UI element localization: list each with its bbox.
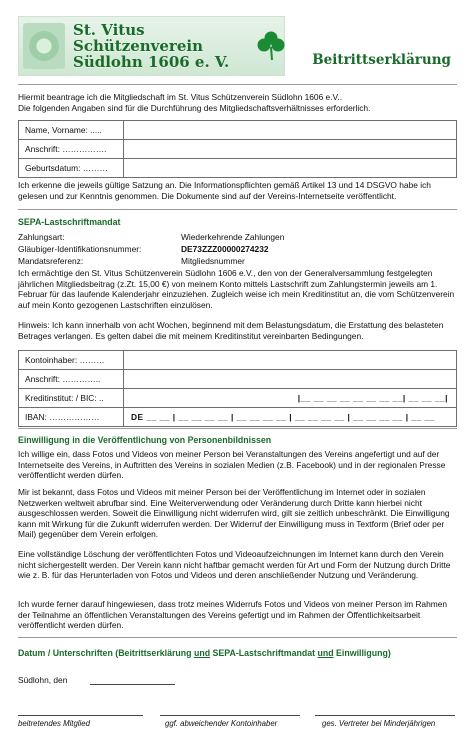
statute-text: Ich erkenne die jeweils gültige Satzung an. Die Informationspflichten gemäß Artikel 13 und 14 DSGVO habe ich gelesen und zur Kenntnis genommen. Die Dokumente sind auf der Vereins-Internetseite veröffentlicht. bbox=[18, 180, 431, 201]
sepa-authorization-text: Ich ermächtige den St. Vitus Schützenverein Südlohn 1606 e.V., den von der Generalversammlung festgelegten jährlichen Mitgliedsbeitrag (z.Zt. 15,00 €) von meinem Konto mittels Lastschrift zum Zahlungstermin jeweils am 1. Februar für das laufende Kalenderjahr einzuziehen. Zugleich weise ich mein Kreditinstitut an, die vom Schützenverein auf mein Konto gezogenen Lastschriften einzulösen. bbox=[18, 268, 455, 310]
divider-signatures bbox=[18, 637, 457, 638]
photo-consent-p2: Mir ist bekannt, dass Fotos und Videos mit meiner Person bei der Veröffentlichung im Internet oder in sozialen Netzwerken weltweit abrufbar sind. Eine Weiterverwendung oder Veränderung durch Dritte kann hierbei nicht ausgeschlossen werden. Soweit die Einwilligung nicht widerrufen wird, gilt sie zeitlich unbeschränkt. Die Einwilligung kann mit Wirkung für die Zukunft widerrufen werden. Der Widerruf der Einwilligung muss in Textform (Brief oder per Mail) gegenüber dem Verein erfolgen. bbox=[18, 487, 450, 539]
club-name-line1: St. Vitus Schützenverein bbox=[73, 21, 203, 55]
intro-line1: Hiermit beantrage ich die Mitgliedschaft im St. Vitus Schützenverein Südlohn 1606 e.V.. bbox=[18, 92, 343, 102]
photo-consent-p1: Ich willige ein, dass Fotos und Videos von meiner Person bei Veranstaltungen des Vereins angefertigt und auf der Internetseite des Vereins, in Auftritten des Vereins in sozialen Medien (z.B. Facebook) und in der regionalen Presse veröffentlicht werden dürfen. bbox=[18, 449, 446, 480]
document-title: Beitrittserklärung bbox=[312, 52, 451, 68]
glaeubiger-value: DE73ZZZ00000274232 bbox=[181, 244, 269, 254]
sepa-hint-text: Hinweis: Ich kann innerhalb von acht Wochen, beginnend mit dem Belastungsdatum, die Erstattung des belasteten Betrages verlangen. Es gelten dabei die mit meinem Kreditinstitut vereinbarten Bedingungen. bbox=[18, 320, 444, 341]
birthdate-field[interactable] bbox=[19, 159, 456, 177]
club-name-line2: Südlohn 1606 e. V. bbox=[73, 52, 230, 71]
signatures-heading: Datum / Unterschriften (Beitrittserklärung und SEPA-Lastschriftmandat und Einwilligung) bbox=[18, 648, 391, 658]
address-field[interactable] bbox=[19, 140, 456, 159]
account-holder-signature-line[interactable] bbox=[160, 715, 300, 716]
photo-consent-heading: Einwilligung in die Veröffentlichung von Personenbildnissen bbox=[18, 435, 272, 445]
club-emblem-icon bbox=[23, 23, 65, 69]
iban-grid: DE __ __ | __ __ __ __ | __ __ __ __ | __ __ __ __ | __ __ __ __ | __ __ bbox=[131, 411, 435, 422]
bank-bic-label: Kreditinstitut: / BIC: .. bbox=[25, 392, 104, 403]
name-label: Name, Vorname: ..... bbox=[25, 124, 102, 135]
iban-label: IBAN: ……………… bbox=[25, 411, 100, 422]
club-banner bbox=[18, 16, 285, 76]
birthdate-label: Geburtsdatum: ……… bbox=[25, 162, 108, 173]
zahlungsart-label: Zahlungsart: bbox=[18, 232, 65, 242]
intro-line2: Die folgenden Angaben sind für die Durchführung des Mitgliedschaftsverhältnisses erforderlich. bbox=[18, 102, 371, 113]
account-holder-signature-label: ggf. abweichender Kontoinhaber bbox=[165, 719, 278, 728]
member-fields-table bbox=[18, 120, 457, 178]
club-name bbox=[73, 23, 253, 70]
guardian-signature-line[interactable] bbox=[315, 715, 455, 716]
account-holder-field[interactable] bbox=[19, 351, 456, 370]
guardian-signature-label: ges. Vertreter bei Minderjährigen bbox=[322, 719, 436, 728]
zahlungsart-value: Wiederkehrende Zahlungen bbox=[181, 232, 285, 242]
place-label: Südlohn, den bbox=[18, 675, 68, 685]
bank-address-label: Anschrift: ………….. bbox=[25, 373, 101, 384]
photo-consent-p3: Eine vollständige Löschung der veröffentlichten Fotos und Videoaufzeichnungen im Internet kann durch den Verein nicht sichergestellt werden. Der Verein kann nicht haftbar gemacht werden für Art und Form der Nutzung durch Dritte wie z. B. für das Herunterladen von Fotos und Videos und deren anschließender Nutzung und Veränderung. bbox=[18, 549, 451, 580]
bank-bic-field[interactable] bbox=[19, 389, 456, 408]
divider-photo bbox=[18, 428, 457, 429]
mandat-value: Mitgliedsnummer bbox=[181, 256, 245, 266]
place-date-row bbox=[18, 675, 457, 686]
header-divider bbox=[18, 84, 457, 85]
member-signature-label: beitretendes Mitglied bbox=[18, 719, 90, 728]
iban-field[interactable] bbox=[19, 408, 456, 426]
account-holder-label: Kontoinhaber: ……… bbox=[25, 354, 105, 365]
glaeubiger-label: Gläubiger-Identifikationsnummer: bbox=[18, 244, 142, 254]
photo-consent-p4: Ich wurde ferner darauf hingewiesen, dass trotz meines Widerrufs Fotos und Videos von meiner Person im Rahmen der Teilnahme an öffentlichen Veranstaltungen des Vereins gefertigt und im Rahmen der Öffentlichkeitsarbeit veröffentlicht werden dürfen. bbox=[18, 599, 448, 630]
divider-sepa bbox=[18, 209, 457, 210]
bic-grid: |__ __ __ __ __ __ __ __| __ __ __| bbox=[297, 392, 448, 403]
intro-text bbox=[18, 92, 457, 113]
mandat-label: Mandatsreferenz: bbox=[18, 256, 84, 266]
member-signature-line[interactable] bbox=[18, 715, 143, 716]
sepa-heading: SEPA-Lastschriftmandat bbox=[18, 217, 121, 227]
date-line[interactable] bbox=[90, 684, 175, 685]
name-field[interactable] bbox=[19, 121, 456, 140]
bank-fields-table bbox=[18, 350, 457, 427]
bank-address-field[interactable] bbox=[19, 370, 456, 389]
address-label: Anschrift: ……………. bbox=[25, 143, 107, 154]
shamrock-icon bbox=[255, 29, 287, 61]
